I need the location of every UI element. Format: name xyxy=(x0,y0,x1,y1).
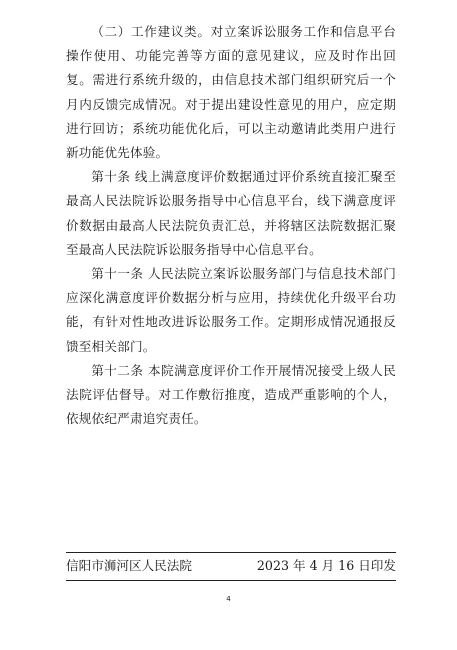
paragraph-article-11: 第十一条 人民法院立案诉讼服务部门与信息技术部门应深化满意度评价数据分析与应用，持续优化升级平台功能，有针对性地改进诉讼服务工作。定期形成情况通报反馈至相关部门。 xyxy=(66,266,396,354)
document-body xyxy=(66,20,396,431)
issue-date: 2023 年 4 月 16 日印发 xyxy=(256,558,396,573)
paragraph-article-12: 第十二条 本院满意度评价工作开展情况接受上级人民法院评估督导。对工作敷衍推度，造成严重影响的个人，依规依纪严肃追究责任。 xyxy=(66,362,396,427)
paragraph-article-10: 第十条 线上满意度评价数据通过评价系统直接汇聚至最高人民法院诉讼服务指导中心信息平台，线下满意度评价数据由最高人民法院负责汇总，并将辖区法院数据汇聚至最高人民法院诉讼服务指导中心信息平台。 xyxy=(66,169,396,257)
page-number: 4 xyxy=(226,595,231,603)
footer-top-rule xyxy=(66,552,396,553)
paragraph-work-suggestions: （二）工作建议类。对立案诉讼服务工作和信息平台操作使用、功能完善等方面的意见建议，应及时作出回复。需进行系统升级的，由信息技术部门组织研究后一个月内反馈完成情况。对于提出建设性意见的用户，应定期进行回访；系统功能优化后，可以主动邀请此类用户进行新功能优先体验。 xyxy=(66,24,396,161)
footer-bottom-rule xyxy=(66,580,396,581)
issuing-organization: 信阳市浉河区人民法院 xyxy=(66,558,192,573)
